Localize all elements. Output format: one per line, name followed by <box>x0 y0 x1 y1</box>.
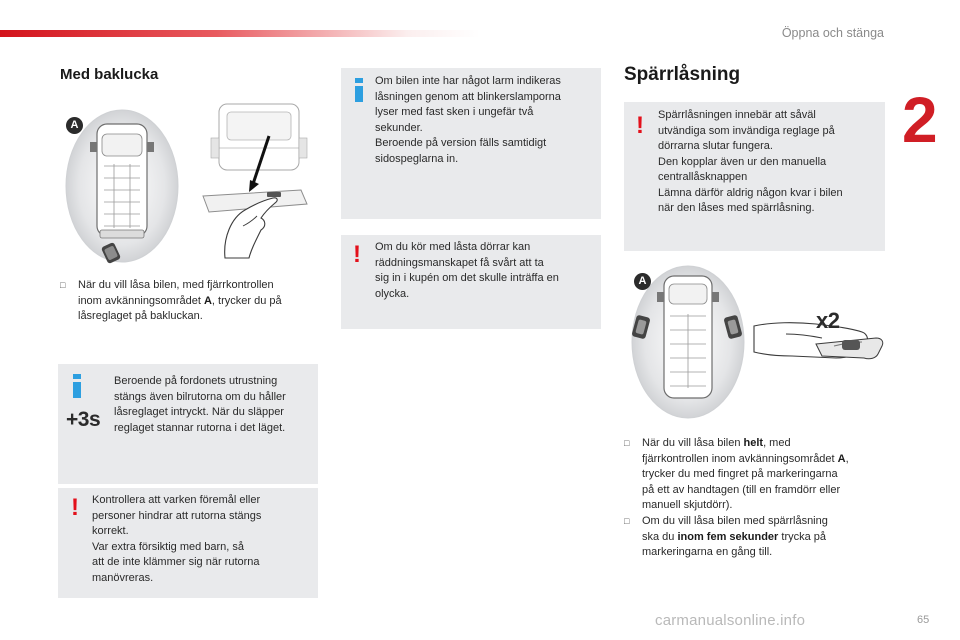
instruction-text: , <box>845 452 849 465</box>
info-line: sekunder. <box>375 121 423 134</box>
instruction-line: Om du vill låsa bilen med spärrlåsning <box>642 515 828 527</box>
warning-line: manövreras. <box>92 571 154 584</box>
warning-icon: ! <box>71 494 79 521</box>
instruction-line: markeringarna en gång till. <box>642 546 773 558</box>
bullet-marker: □ <box>60 280 66 290</box>
chapter-number: 2 <box>902 84 938 156</box>
warning-line: sig in i kupén om det skulle inträffa en <box>375 272 559 284</box>
bullet-marker: □ <box>624 438 630 448</box>
warning-box-deadlocking <box>624 102 885 251</box>
info-line: lyser med fast sken i ungefär två <box>375 106 534 118</box>
warning-line: korrekt. <box>92 525 129 537</box>
instruction-line: När du vill låsa bilen, med fjärrkontrollen <box>78 279 274 291</box>
chapter-title: Öppna och stänga <box>781 26 884 40</box>
info-box-indicators <box>341 68 601 219</box>
warning-line: dörrarna slutar fungera. <box>658 140 773 152</box>
section-heading-deadlocking: Spärrlåsning <box>624 64 741 85</box>
warning-box-locked-doors <box>341 235 601 329</box>
warning-line: Lämna därför aldrig någon kvar i bilen <box>658 186 843 199</box>
header-accent-bar <box>0 30 480 37</box>
instruction-line: låsreglaget på bakluckan. <box>78 310 203 322</box>
bullet-marker: □ <box>624 516 630 526</box>
double-press-label: x2 <box>816 308 840 333</box>
section-heading-tailgate: Med baklucka <box>60 66 159 83</box>
warning-line: Kontrollera att varken föremål eller <box>92 494 261 506</box>
instruction-text: När du vill låsa bilen <box>642 437 744 449</box>
zone-label-a: A <box>203 294 212 307</box>
instruction-line: på ett av handtagen (till en framdörr eller <box>642 483 841 496</box>
instruction-line: trycker du med fingret på markeringarna <box>642 468 838 480</box>
page-number: 65 <box>917 614 930 626</box>
info-line: reglaget stannar rutorna i det läget. <box>114 421 286 434</box>
info-line: stängs även bilrutorna om du håller <box>114 390 286 403</box>
figure-label-a: A <box>66 117 83 134</box>
instruction-text: , trycker du på <box>211 294 282 307</box>
instruction-text: inom avkänningsområdet <box>78 294 204 307</box>
warning-line: Var extra försiktig med barn, så <box>92 540 245 553</box>
warning-line: räddningsmanskapet få svårt att ta <box>375 256 544 269</box>
emphasis-text: helt <box>743 437 764 449</box>
warning-line: när den låses med spärrlåsning. <box>658 202 815 214</box>
instruction-text: ska du <box>642 530 678 543</box>
figure-label-a: A <box>634 273 651 290</box>
warning-line: Den kopplar även ur den manuella <box>658 155 827 168</box>
emphasis-text: inom fem sekunder <box>677 530 779 543</box>
warning-icon: ! <box>353 241 361 268</box>
zone-label-a: A <box>837 452 846 465</box>
warning-line: personer hindrar att rutorna stängs <box>92 509 262 522</box>
instruction-text: trycka på <box>778 530 827 543</box>
warning-line: att de inte klämmer sig när rutorna <box>92 556 260 568</box>
figure-tailgate-button <box>195 100 320 260</box>
info-line: sidospeglarna in. <box>375 152 459 165</box>
warning-line: Spärrlåsningen innebär att såväl <box>658 109 816 121</box>
info-line: Beroende på fordonets utrustning <box>114 375 278 387</box>
warning-line: centrallåsknappen <box>658 171 748 183</box>
info-line: Beroende på version fälls samtidigt <box>375 137 547 149</box>
warning-line: olycka. <box>375 287 410 300</box>
warning-icon: ! <box>636 112 644 139</box>
info-line: låsningen genom att blinkerslamporna <box>375 90 561 103</box>
warning-line: utvändiga som invändiga reglage på <box>658 124 835 137</box>
hold-three-seconds-badge: +3s <box>66 408 101 431</box>
watermark: carmanualsonline.info <box>655 612 806 629</box>
info-line: låsreglaget intryckt. När du släpper <box>114 406 284 418</box>
warning-box-obstacles <box>58 488 318 598</box>
info-line: Om bilen inte har något larm indikeras <box>375 75 561 87</box>
warning-line: Om du kör med låsta dörrar kan <box>375 241 531 253</box>
instruction-text: fjärrkontrollen inom avkänningsområdet <box>642 452 838 465</box>
instruction-text: , med <box>763 437 791 449</box>
instruction-line: manuell skjutdörr). <box>642 499 733 511</box>
